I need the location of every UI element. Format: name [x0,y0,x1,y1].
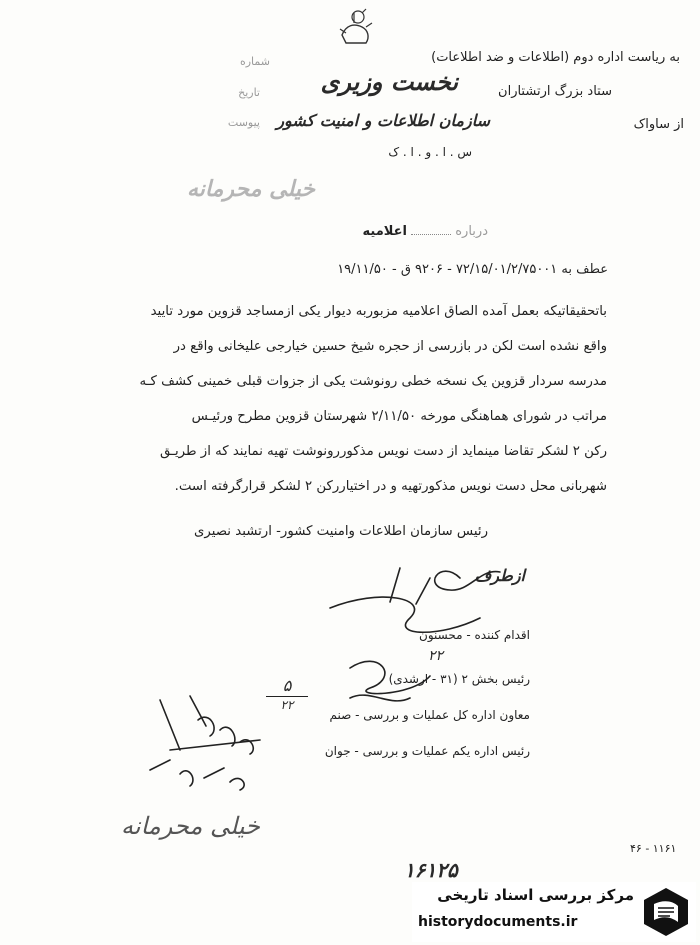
org-code: س . ا . و . ا . ک [388,145,472,159]
left-fraction-top: ۵ [282,676,292,695]
note-number: ۲۲ [428,648,444,664]
from-note: ازطرف [474,566,525,585]
action-line-4: رئیس اداره یکم عملیات و بررسی - جوان [324,744,530,758]
body-line-3: مدرسه سردار قزوین یک نسخه خطی رونوشت یکی از جزوات قبلی خمینی کشف کـه [139,374,607,389]
archive-number: ۱۶۱۲۵ [404,858,458,882]
action-line-2: رئیس بخش ۲ (۳۱ - ارشدی) [388,672,530,686]
letterhead [240,5,490,205]
recipient-line-1: به ریاست اداره دوم (اطلاعات و ضد اطلاعات) [431,50,680,65]
org-name: سازمان اطلاعات و امنیت کشور [276,111,490,130]
recipient-line-3: از ساواک [633,117,684,132]
agency-name: نخست وزیری [320,67,458,96]
reference-line: عطف به ۷۲/۱۵/۰۱/۲/۷۵۰۰۱ - ۹۲۰۶ ق - ۱۹/۱۱/۵۰ [337,262,608,277]
signature-line: رئیس سازمان اطلاعات وامنیت کشور- ارتشبد نصیری [194,524,488,539]
recipient-line-2: ستاد بزرگ ارتشتاران [498,84,612,99]
body-line-6: شهربانی محل دست نویس مذکورتهیه و در اختیاررکن ۲ لشکر قرارگرفته است. [174,479,607,494]
classification-stamp-bottom: خیلی محرمانه [121,812,260,840]
body-line-4: مراتب در شورای هماهنگی مورخه ۲/۱۱/۵۰ شهرستان قزوین مطرح ورئیـس [191,409,607,424]
subject-row [363,224,488,239]
body-line-5: رکن ۲ لشکر تقاضا مینماید از دست نویس مذکوررونوشت تهیه نمایند که از طریـق [159,444,607,459]
body-line-2: واقع نشده است لکن در بازرسی از حجره شیخ حسین خیارجی علیخانی واقع در [173,339,607,354]
classification-stamp-top: خیلی محرمانه [186,176,315,202]
watermark-url: historydocuments.ir [418,914,578,930]
body-line-1: باتحقیقاتیکه بعمل آمده الصاق اعلامیه مزبوربه دیوار یکی ازمساجد قزوین مورد تایید [150,304,607,319]
page-code: ۴۶ - ۱۱۶۱ [630,842,677,855]
field-attachment-label: پیوست [227,116,260,129]
watermark-title: مرکز بررسی اسناد تاریخی [437,886,634,904]
left-fraction-bottom: ۲۲ [280,698,294,712]
action-line-3: معاون اداره کل عملیات و بررسی - صنم [329,708,530,722]
lion-and-sun-emblem-icon [336,5,376,47]
field-number-label: شماره [239,55,270,68]
subject-label: درباره [455,224,488,239]
action-line-1: اقدام کننده - محسنون [419,628,530,642]
handwritten-date-scrawl [140,690,270,800]
watermark [412,882,696,942]
field-date-label: تاریخ [238,86,260,99]
subject-value: اعلامیه [362,224,407,239]
archive-logo-icon [640,886,692,938]
